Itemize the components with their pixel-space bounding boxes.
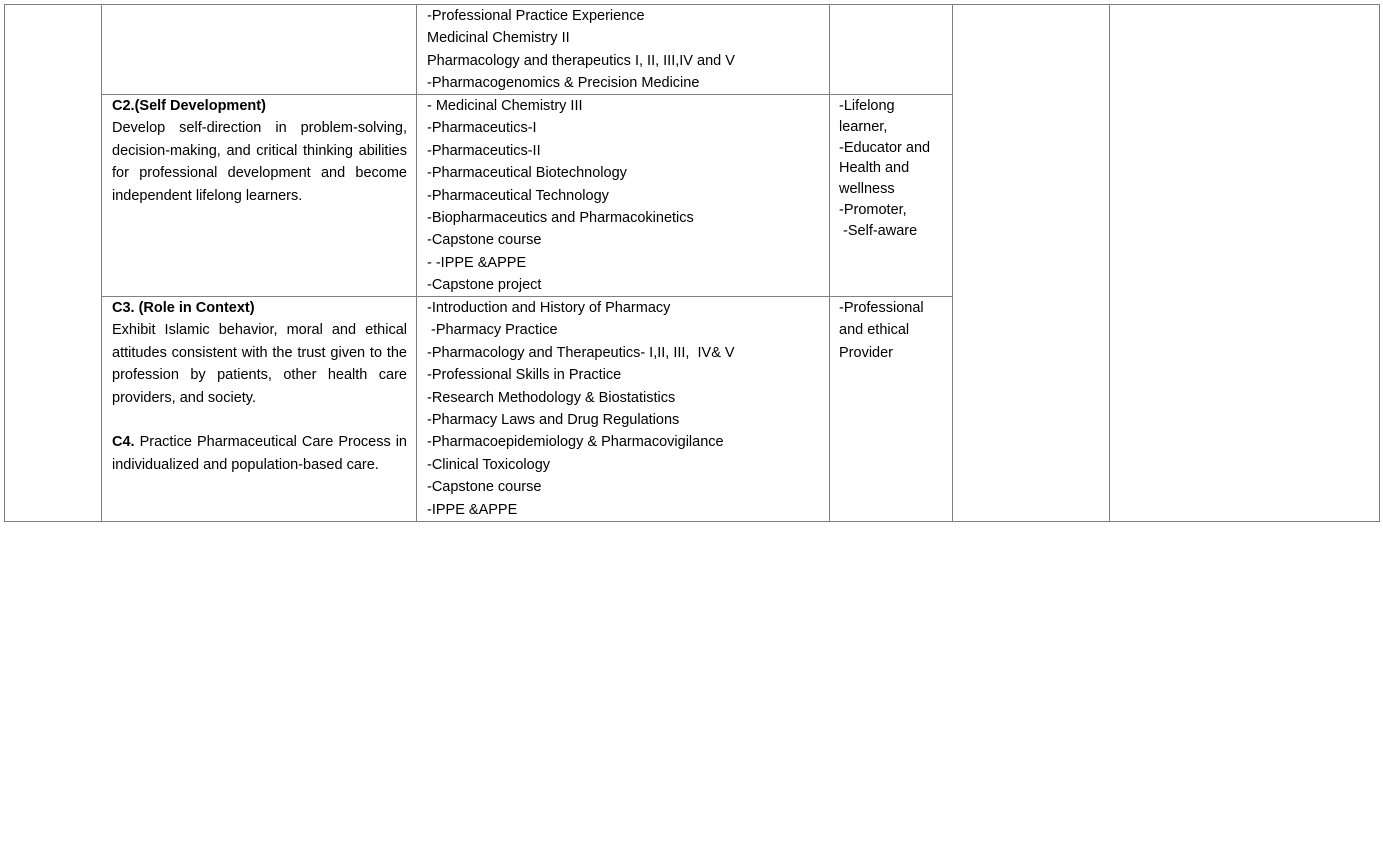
course-item: -Capstone course	[427, 479, 542, 496]
row3-roles-cell	[839, 297, 951, 364]
course-item: -Capstone project	[427, 277, 542, 294]
column-divider-1	[101, 4, 102, 522]
course-item: -Professional Skills in Practice	[427, 367, 622, 384]
column-divider-2	[416, 4, 417, 522]
column-divider-4	[952, 4, 953, 522]
course-item: -Capstone course	[427, 232, 542, 249]
outcome-text-c2: Develop self-direction in problem-solving, decision-making, and critical thinking abilities for professional development and become independent lifelong learners.	[112, 120, 407, 204]
course-item: -Pharmacy Laws and Drug Regulations	[427, 412, 680, 429]
outcome-text-c4: Practice Pharmaceutical Care Process in individualized and population-based care.	[112, 434, 407, 473]
row3-courses-cell	[427, 297, 827, 521]
role-item: -Educator and	[839, 139, 931, 156]
column-divider-5	[1109, 4, 1110, 522]
course-item: -Pharmacogenomics & Precision Medicine	[427, 75, 700, 92]
course-item: -Introduction and History of Pharmacy	[427, 300, 671, 316]
role-item: wellness	[839, 181, 895, 198]
role-item: -Promoter,	[839, 201, 907, 218]
course-item: - Medicinal Chemistry III	[427, 98, 583, 114]
role-item: Provider	[839, 344, 893, 361]
outcome-code-c2: C2.(Self Development)	[112, 98, 266, 114]
course-item: -Professional Practice Experience	[427, 8, 645, 24]
outcome-code-c4: C4.	[112, 434, 135, 451]
row3-outcome-cell	[112, 297, 407, 476]
row2-roles-cell	[839, 96, 951, 242]
course-item: -Pharmacy Practice	[427, 322, 558, 339]
course-item: -Pharmaceutics-I	[427, 120, 537, 137]
role-item: and ethical	[839, 322, 910, 339]
course-item: -Biopharmaceutics and Pharmacokinetics	[427, 210, 694, 227]
course-item: -Pharmaceutical Technology	[427, 187, 609, 204]
course-item: -Pharmaceutical Biotechnology	[427, 165, 627, 182]
course-item: -Research Methodology & Biostatistics	[427, 389, 676, 406]
course-item: -IPPE &APPE	[427, 501, 518, 518]
course-item: Medicinal Chemistry II	[427, 30, 570, 47]
column-divider-3	[829, 4, 830, 522]
role-item: -Lifelong	[839, 98, 895, 114]
course-item: Pharmacology and therapeutics I, II, III,IV and V	[427, 52, 735, 69]
row2-outcome-cell	[112, 95, 407, 207]
course-item: - -IPPE &APPE	[427, 254, 527, 271]
outcome-text-c3: Exhibit Islamic behavior, moral and ethical attitudes consistent with the trust given to the profession by patients, other health care providers, and society.	[112, 322, 407, 406]
row1-courses-cell	[427, 5, 827, 95]
outcome-code-c3: C3. (Role in Context)	[112, 300, 255, 316]
role-item: -Self-aware	[839, 222, 918, 239]
role-item: learner,	[839, 118, 888, 135]
role-item: -Professional	[839, 300, 924, 316]
course-item: -Pharmacology and Therapeutics- I,II, III, IV& V	[427, 344, 735, 361]
role-item: Health and	[839, 160, 910, 177]
course-item: -Pharmacoepidemiology & Pharmacovigilance	[427, 434, 724, 451]
course-item: -Pharmaceutics-II	[427, 142, 541, 159]
course-item: -Clinical Toxicology	[427, 456, 551, 473]
row2-courses-cell	[427, 95, 827, 297]
